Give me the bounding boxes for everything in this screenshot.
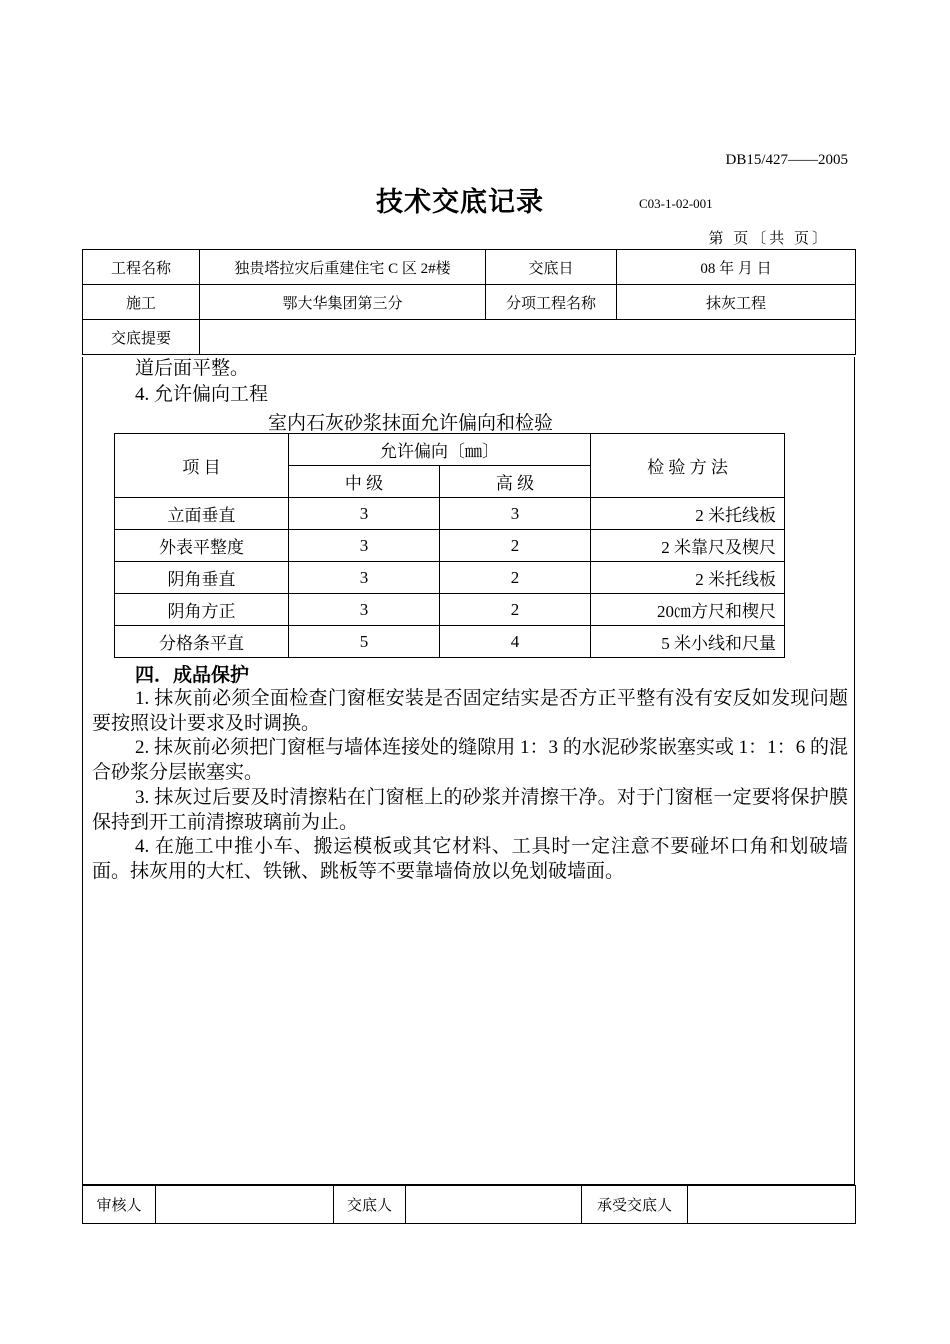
row-item: 阴角方正 <box>115 594 289 626</box>
signature-table <box>82 1185 856 1224</box>
table-row <box>115 498 785 530</box>
row-item: 阴角垂直 <box>115 562 289 594</box>
mid-header: 中 级 <box>289 466 440 498</box>
row-mid: 5 <box>289 626 440 658</box>
item-header: 项 目 <box>115 434 289 498</box>
paragraph <box>92 735 848 785</box>
receiver-label: 承受交底人 <box>582 1186 688 1224</box>
signature-row <box>83 1186 856 1224</box>
row-mid: 3 <box>289 562 440 594</box>
row-mid: 3 <box>289 530 440 562</box>
paragraph <box>92 686 848 736</box>
table-caption: 室内石灰砂浆抹面允许偏向和检验 <box>268 413 554 434</box>
row-method: 2 米靠尺及楔尺 <box>591 530 785 562</box>
table-row <box>115 594 785 626</box>
row-method: 5 米小线和尺量 <box>591 626 785 658</box>
info-row-construction <box>83 285 856 320</box>
form-code: C03-1-02-001 <box>639 196 713 211</box>
row-item: 外表平整度 <box>115 530 289 562</box>
paragraph <box>92 785 848 835</box>
section-title: 四．成品保护 <box>135 665 250 686</box>
paragraph-text: 1. 抹灰前必须全面检查门窗框安装是否固定结实是否方正平整有没有安反如发现问题要按照设计要求及时调换。 <box>92 688 848 734</box>
row-mid: 3 <box>289 498 440 530</box>
row-high: 4 <box>440 626 591 658</box>
body-line-1: 道后面平整。 <box>135 358 250 379</box>
date-label: 交底日 <box>486 250 617 285</box>
project-name-value: 独贵塔拉灾后重建住宅 C 区 2#楼 <box>200 250 486 285</box>
method-header: 检 验 方 法 <box>591 434 785 498</box>
project-name-label: 工程名称 <box>83 250 200 285</box>
row-method: 20㎝方尺和楔尺 <box>591 594 785 626</box>
deviation-header-row <box>115 434 785 466</box>
discloser-signature-field[interactable] <box>406 1186 582 1224</box>
row-high: 2 <box>440 594 591 626</box>
page-info: 第 页〔共 页〕 <box>708 231 830 247</box>
allow-header: 允许偏向〔㎜〕 <box>289 434 591 466</box>
high-header: 高 级 <box>440 466 591 498</box>
reviewer-label: 审核人 <box>83 1186 156 1224</box>
receiver-signature-field[interactable] <box>688 1186 856 1224</box>
deviation-table <box>114 433 785 658</box>
construction-value: 鄂大华集团第三分 <box>200 285 486 320</box>
paragraph-text: 3. 抹灰过后要及时清擦粘在门窗框上的砂浆并清擦干净。对于门窗框一定要将保护膜保持到开工前清擦玻璃前为止。 <box>92 787 848 833</box>
subitem-label: 分项工程名称 <box>486 285 617 320</box>
standard-number: DB15/427——2005 <box>725 152 848 168</box>
info-row-summary <box>83 320 856 355</box>
paragraph-text: 2. 抹灰前必须把门窗框与墙体连接处的缝隙用 1：3 的水泥砂浆嵌塞实或 1：1：6 的混合砂浆分层嵌塞实。 <box>92 737 848 783</box>
table-row <box>115 530 785 562</box>
construction-label: 施工 <box>83 285 200 320</box>
row-mid: 3 <box>289 594 440 626</box>
info-table <box>82 249 856 355</box>
body-line-2: 4. 允许偏向工程 <box>135 384 269 405</box>
row-item: 分格条平直 <box>115 626 289 658</box>
subitem-value: 抹灰工程 <box>617 285 856 320</box>
paragraph <box>92 834 848 884</box>
reviewer-signature-field[interactable] <box>156 1186 334 1224</box>
document-title: 技术交底记录 <box>376 187 544 217</box>
table-row <box>115 626 785 658</box>
table-row <box>115 562 785 594</box>
paragraph-text: 4. 在施工中推小车、搬运模板或其它材料、工具时一定注意不要碰坏口角和划破墙面。抹灰用的大杠、铁锹、跳板等不要靠墙倚放以免划破墙面。 <box>92 836 848 882</box>
summary-value <box>200 320 856 355</box>
row-high: 2 <box>440 562 591 594</box>
summary-label: 交底提要 <box>83 320 200 355</box>
row-high: 3 <box>440 498 591 530</box>
row-method: 2 米托线板 <box>591 562 785 594</box>
row-method: 2 米托线板 <box>591 498 785 530</box>
row-high: 2 <box>440 530 591 562</box>
discloser-label: 交底人 <box>334 1186 406 1224</box>
info-row-project <box>83 250 856 285</box>
row-item: 立面垂直 <box>115 498 289 530</box>
date-value: 08 年 月 日 <box>617 250 856 285</box>
